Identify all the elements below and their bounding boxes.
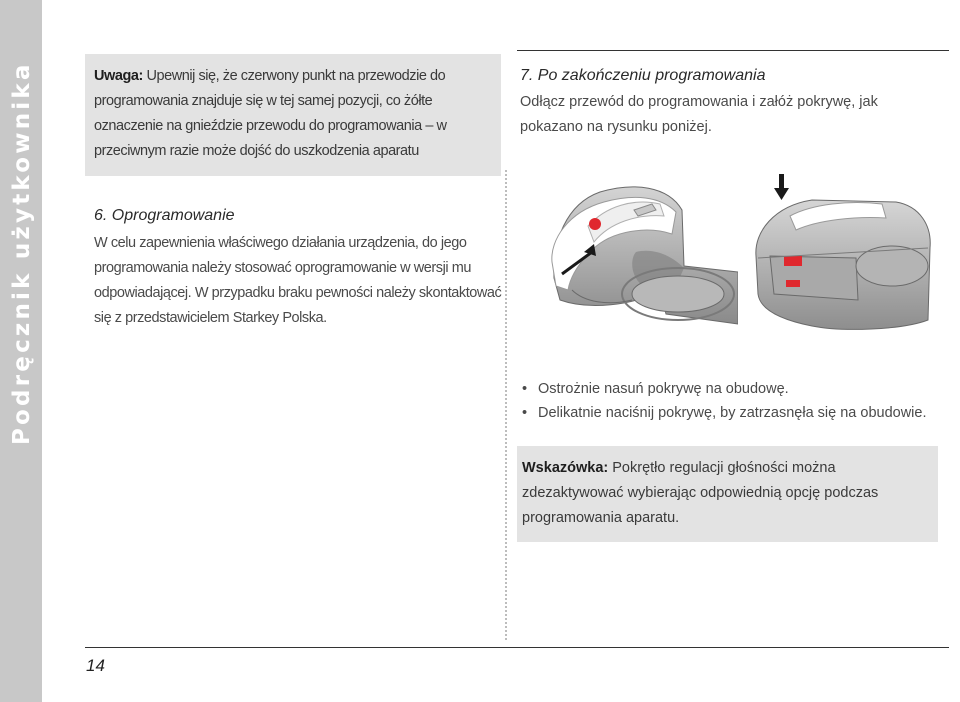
press-down-arrow — [774, 188, 789, 200]
top-rule — [517, 50, 949, 51]
section-software-heading: 6. Oprogramowanie — [94, 207, 235, 224]
column-divider — [505, 170, 507, 640]
red-dot-marker — [589, 218, 601, 230]
list-item: • Ostrożnie nasuń pokrywę na obudowę. — [522, 381, 789, 397]
instruction-list — [520, 377, 940, 425]
list-item: • Delikatnie naciśnij pokrywę, by zatrzasnęła się na obudowie. — [522, 405, 927, 421]
cover-slide-illustration — [548, 182, 738, 340]
warning-note-box — [85, 54, 501, 176]
bottom-rule — [85, 647, 949, 648]
section-after-programming-body: Odłącz przewód do programowania i załóż pokrywę, jak pokazano na rysunku poniżej. — [520, 94, 878, 135]
section-software — [94, 204, 504, 331]
tip-note-box — [517, 446, 938, 542]
red-marker-lower — [786, 280, 800, 287]
section-software-body: W celu zapewnienia właściwego działania urządzenia, do jego programowania należy stosować oprogramowanie w wersji mu odpowiadającej. W przypadku braku pewności należy skontaktować się z przedstawicielem Starkey Polska. — [94, 235, 502, 326]
sidebar-band — [0, 0, 42, 702]
warning-label: Uwaga: — [94, 68, 143, 84]
cover-press-illustration — [752, 170, 932, 340]
warning-body: Upewnij się, że czerwony punkt na przewodzie do programowania znajduje się w tej samej pozycji, co żółte oznaczenie na gnieździe przewodu do programowania – w przeciwnym razie może dojść do uszkodzenia aparatu — [94, 68, 447, 159]
section-after-programming — [520, 64, 940, 140]
tip-label: Wskazówka: — [522, 460, 609, 476]
tip-body: Pokrętło regulacji głośności można zdezaktywować wybierając odpowiednią opcję podczas programowania aparatu. — [522, 460, 879, 526]
tip-note-text — [522, 456, 930, 531]
warning-note-text — [94, 64, 494, 164]
section-after-programming-heading: 7. Po zakończeniu programowania — [520, 67, 766, 84]
page-number: 14 — [86, 656, 105, 675]
sidebar-title: Podręcznik użytkownika — [9, 61, 35, 445]
red-marker-upper — [784, 256, 802, 266]
